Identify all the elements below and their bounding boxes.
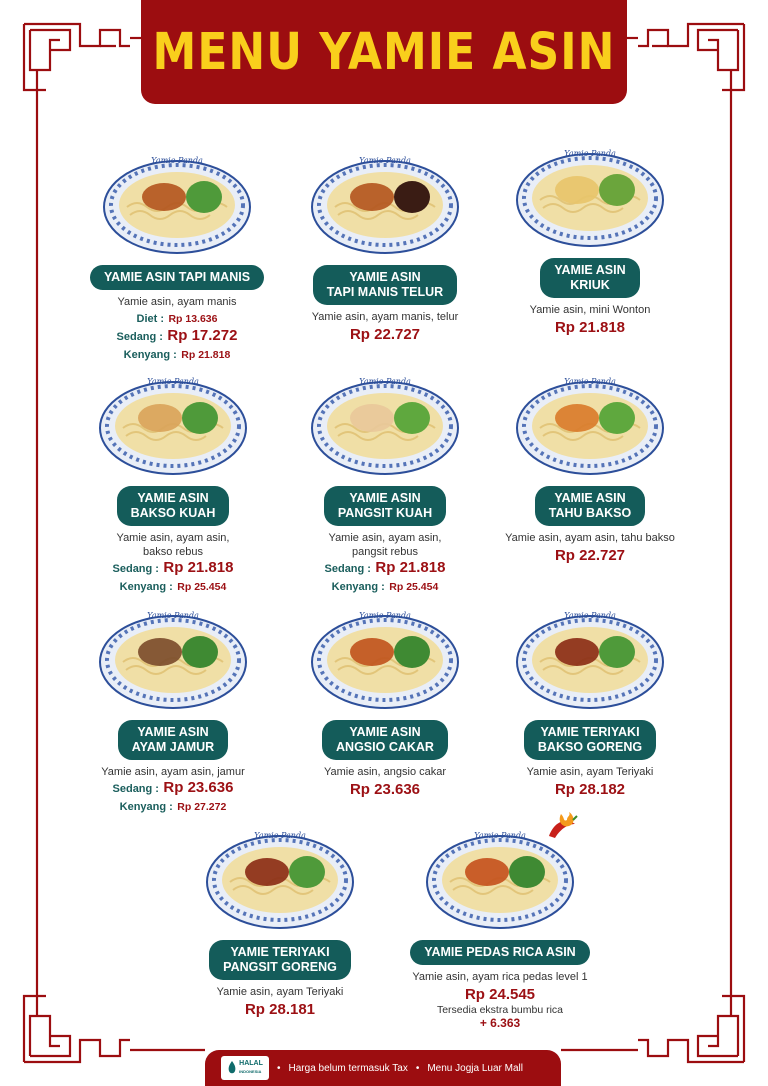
size-price: Rp 27.272 bbox=[177, 801, 227, 813]
bowl-image-wrap bbox=[515, 600, 665, 712]
noodle-bowl-image bbox=[205, 820, 355, 932]
item-name-label bbox=[524, 720, 656, 760]
item-description bbox=[62, 295, 292, 309]
item-name-line: YAMIE TERIYAKI bbox=[540, 725, 640, 739]
item-description bbox=[58, 765, 288, 779]
item-name-label bbox=[410, 940, 589, 965]
item-description-line: Yamie asin, ayam asin, tahu bakso bbox=[505, 532, 675, 544]
bowl-image-wrap bbox=[310, 600, 460, 712]
footer-note-tax: Harga belum termasuk Tax bbox=[288, 1062, 408, 1074]
menu-item bbox=[270, 366, 500, 595]
size-price-row bbox=[62, 346, 292, 363]
noodle-bowl-image bbox=[98, 600, 248, 712]
bowl-image-wrap bbox=[310, 366, 460, 478]
size-price: Rp 21.818 bbox=[163, 559, 234, 576]
size-name: Kenyang : bbox=[119, 581, 173, 593]
size-name: Sedang : bbox=[112, 563, 159, 575]
item-name-line: YAMIE PEDAS RICA ASIN bbox=[424, 945, 576, 959]
svg-text:Yamie Panda: Yamie Panda bbox=[359, 611, 411, 620]
menu-item bbox=[58, 366, 288, 595]
halal-logo-subtext: INDONESIA bbox=[239, 1069, 262, 1074]
item-name-line: YAMIE ASIN bbox=[349, 270, 421, 284]
bowl-image-wrap bbox=[205, 820, 355, 932]
item-name-line: BAKSO GORENG bbox=[537, 740, 643, 754]
svg-text:Yamie Panda: Yamie Panda bbox=[151, 156, 203, 165]
item-price: Rp 22.727 bbox=[554, 547, 626, 564]
size-price-row bbox=[62, 328, 292, 345]
size-price: Rp 21.818 bbox=[181, 349, 231, 361]
svg-text:Yamie Panda: Yamie Panda bbox=[359, 156, 411, 165]
size-price: Rp 23.636 bbox=[163, 779, 234, 796]
item-name-label bbox=[313, 265, 457, 305]
menu-item bbox=[270, 145, 500, 343]
bullet-icon: • bbox=[277, 1062, 281, 1074]
item-name-line: YAMIE ASIN bbox=[554, 491, 626, 505]
svg-text:Yamie Panda: Yamie Panda bbox=[147, 377, 199, 386]
item-price: Rp 24.545 bbox=[464, 986, 536, 1003]
item-description bbox=[270, 310, 500, 324]
item-description bbox=[385, 970, 615, 984]
item-description-line: Yamie asin, ayam Teriyaki bbox=[216, 986, 344, 998]
noodle-bowl-image bbox=[102, 145, 252, 257]
size-price-row bbox=[270, 578, 500, 595]
item-price: Rp 28.182 bbox=[554, 781, 626, 798]
item-name-line: YAMIE ASIN bbox=[349, 491, 421, 505]
size-price-row bbox=[58, 780, 288, 797]
item-name-line: YAMIE ASIN bbox=[137, 491, 209, 505]
item-description-line: bakso rebus bbox=[143, 546, 203, 558]
item-name-line: YAMIE ASIN TAPI MANIS bbox=[103, 270, 251, 284]
item-name-line: YAMIE ASIN bbox=[349, 725, 421, 739]
size-price-row bbox=[58, 578, 288, 595]
item-name-line: TAHU BAKSO bbox=[548, 506, 632, 520]
item-name-line: YAMIE ASIN bbox=[554, 263, 626, 277]
bowl-image-wrap bbox=[310, 145, 460, 257]
size-name: Kenyang : bbox=[119, 801, 173, 813]
size-name: Diet : bbox=[136, 313, 164, 325]
svg-text:Yamie Panda: Yamie Panda bbox=[359, 377, 411, 386]
item-description-line: Yamie asin, angsio cakar bbox=[323, 766, 447, 778]
noodle-bowl-image bbox=[98, 366, 248, 478]
noodle-bowl-image bbox=[310, 145, 460, 257]
size-name: Kenyang : bbox=[331, 581, 385, 593]
size-price: Rp 17.272 bbox=[167, 327, 238, 344]
noodle-bowl-image bbox=[310, 600, 460, 712]
size-price-row bbox=[58, 560, 288, 577]
menu-item bbox=[475, 366, 705, 564]
halal-logo bbox=[221, 1056, 269, 1080]
noodle-bowl-image bbox=[515, 600, 665, 712]
bowl-image-wrap bbox=[515, 138, 665, 250]
noodle-bowl-image bbox=[515, 366, 665, 478]
footer-note-location: Menu Jogja Luar Mall bbox=[427, 1062, 523, 1074]
item-description-line: Yamie asin, ayam Teriyaki bbox=[526, 766, 654, 778]
noodle-bowl-image bbox=[310, 366, 460, 478]
item-name-label bbox=[535, 486, 645, 526]
svg-text:Yamie Panda: Yamie Panda bbox=[147, 611, 199, 620]
size-name: Sedang : bbox=[324, 563, 371, 575]
menu-item bbox=[165, 820, 395, 1018]
menu-item bbox=[475, 600, 705, 798]
item-price: Rp 21.818 bbox=[554, 319, 626, 336]
size-price-row bbox=[62, 310, 292, 327]
item-name-line: PANGSIT GORENG bbox=[223, 960, 337, 974]
item-price: Rp 22.727 bbox=[349, 326, 421, 343]
bullet-icon: • bbox=[415, 1062, 420, 1074]
svg-text:Yamie Panda: Yamie Panda bbox=[254, 831, 306, 840]
item-description bbox=[270, 765, 500, 779]
item-description-line: Yamie asin, ayam manis, telur bbox=[311, 311, 459, 323]
item-name-line: YAMIE ASIN bbox=[137, 725, 209, 739]
item-name-label bbox=[117, 486, 230, 526]
item-name-line: YAMIE TERIYAKI bbox=[230, 945, 330, 959]
page-title: MENU YAMIE ASIN bbox=[152, 22, 616, 82]
item-description-line: Yamie asin, ayam rica pedas level 1 bbox=[412, 971, 588, 983]
item-name-line: KRIUK bbox=[570, 278, 610, 292]
item-name-line: BAKSO KUAH bbox=[130, 506, 216, 520]
item-name-line: PANGSIT KUAH bbox=[337, 506, 433, 520]
item-description-line: Yamie asin, ayam asin, bbox=[328, 532, 442, 544]
item-price: Rp 28.181 bbox=[244, 1001, 316, 1018]
item-description-line: Yamie asin, ayam asin, bbox=[116, 532, 230, 544]
item-description-line: pangsit rebus bbox=[351, 546, 419, 558]
svg-text:Yamie Panda: Yamie Panda bbox=[564, 149, 616, 158]
size-name: Kenyang : bbox=[123, 349, 177, 361]
menu-item bbox=[475, 138, 705, 336]
halal-logo-text: HALAL bbox=[239, 1060, 263, 1067]
item-name-line: ANGSIO CAKAR bbox=[336, 740, 434, 754]
svg-text:Yamie Panda: Yamie Panda bbox=[564, 611, 616, 620]
title-banner bbox=[141, 0, 627, 104]
size-price-row bbox=[270, 560, 500, 577]
item-name-label bbox=[90, 265, 264, 290]
footer-bar bbox=[205, 1050, 561, 1086]
item-description-line: Yamie asin, ayam asin, jamur bbox=[101, 766, 245, 778]
item-name-label bbox=[209, 940, 351, 980]
size-price: Rp 25.454 bbox=[389, 581, 439, 593]
menu-item bbox=[385, 820, 615, 1030]
size-price: Rp 13.636 bbox=[168, 313, 218, 325]
menu-item bbox=[62, 145, 292, 363]
halal-icon bbox=[227, 1061, 237, 1075]
size-name: Sedang : bbox=[116, 331, 163, 343]
item-name-line: AYAM JAMUR bbox=[131, 740, 215, 754]
svg-text:Yamie Panda: Yamie Panda bbox=[564, 377, 616, 386]
item-price: Rp 23.636 bbox=[349, 781, 421, 798]
item-description bbox=[270, 531, 500, 559]
chili-fire-icon bbox=[541, 810, 581, 840]
item-description bbox=[475, 765, 705, 779]
item-name-label bbox=[540, 258, 639, 298]
item-description bbox=[475, 531, 705, 545]
menu-item bbox=[270, 600, 500, 798]
bowl-image-wrap bbox=[98, 600, 248, 712]
item-description-line: Yamie asin, mini Wonton bbox=[529, 304, 651, 316]
item-name-label bbox=[118, 720, 228, 760]
extra-price: + 6.363 bbox=[479, 1016, 521, 1030]
bowl-image-wrap bbox=[102, 145, 252, 257]
noodle-bowl-image bbox=[515, 138, 665, 250]
item-description bbox=[475, 303, 705, 317]
item-name-line: TAPI MANIS TELUR bbox=[326, 285, 444, 299]
size-price: Rp 21.818 bbox=[375, 559, 446, 576]
size-price-row bbox=[58, 798, 288, 815]
extra-note: Tersedia ekstra bumbu rica bbox=[436, 1004, 564, 1016]
size-price: Rp 25.454 bbox=[177, 581, 227, 593]
svg-text:Yamie Panda: Yamie Panda bbox=[474, 831, 526, 840]
size-name: Sedang : bbox=[112, 783, 159, 795]
item-name-label bbox=[324, 486, 446, 526]
bowl-image-wrap bbox=[98, 366, 248, 478]
bowl-image-wrap bbox=[515, 366, 665, 478]
bowl-image-wrap bbox=[425, 820, 575, 932]
item-description bbox=[58, 531, 288, 559]
item-description-line: Yamie asin, ayam manis bbox=[117, 296, 237, 308]
item-name-label bbox=[322, 720, 448, 760]
menu-item bbox=[58, 600, 288, 815]
item-description bbox=[165, 985, 395, 999]
